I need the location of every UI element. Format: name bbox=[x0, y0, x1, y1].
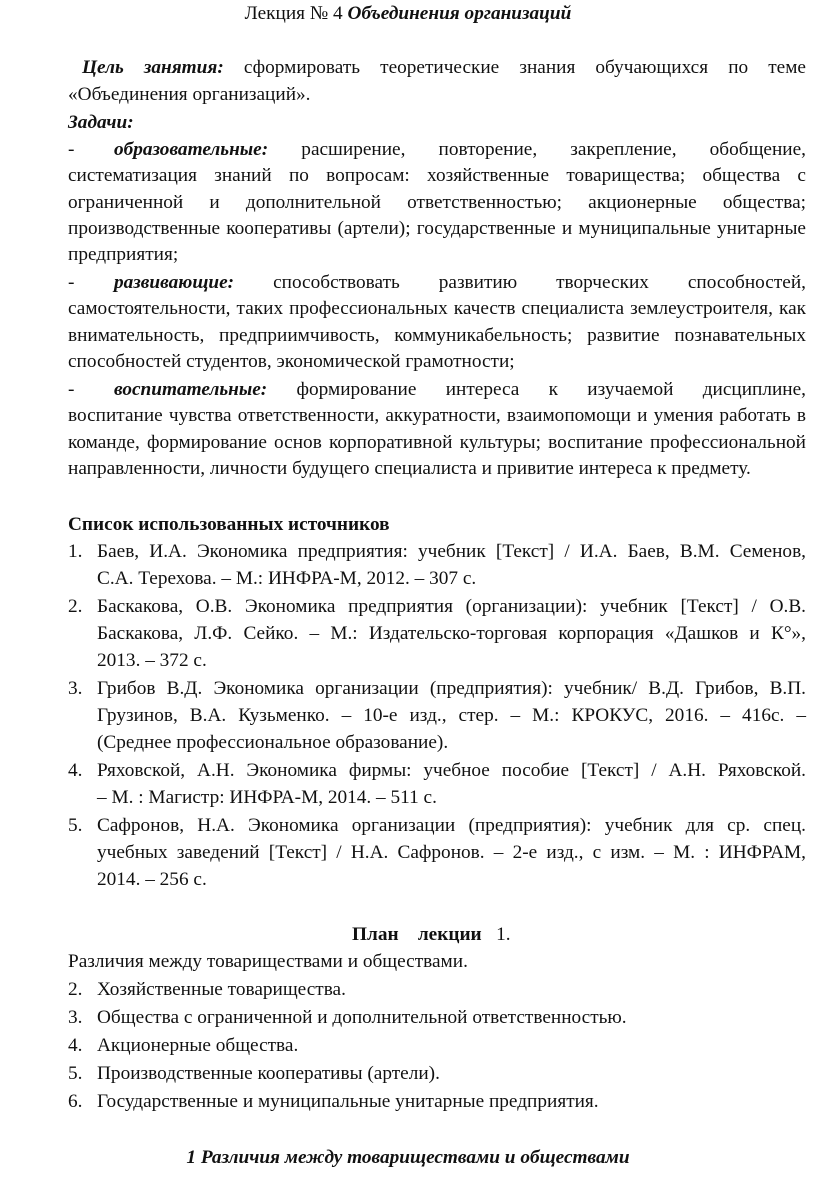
source-2-num: 2. bbox=[68, 596, 83, 617]
task-upb-line-2: воспитание чувства ответственности, аккуратности, взаимопомощи и умения работать в bbox=[68, 405, 806, 426]
plan-item-5-num: 5. bbox=[68, 1063, 83, 1084]
task-upb-line-1 bbox=[68, 377, 806, 403]
plan-item-3-num: 3. bbox=[68, 1007, 83, 1028]
plan-item-1-num: 1. bbox=[496, 924, 511, 945]
source-1-num: 1. bbox=[68, 541, 83, 562]
plan-item-5-text: Производственные кооперативы (артели). bbox=[97, 1063, 440, 1084]
plan-heading: План лекции bbox=[352, 924, 482, 945]
plan-item-2-text: Хозяйственные товарищества. bbox=[97, 979, 346, 1000]
task-upb-line-4: направленности, личности будущего специалиста и привитие интереса к предмету. bbox=[68, 458, 751, 479]
task-upb-text: формирование интереса к изучаемой дисциплине, bbox=[296, 379, 807, 400]
task-upb-line-3: команде, формирование основ корпоративной культуры; воспитание профессиональной bbox=[68, 432, 806, 453]
task-dev-line-2: самостоятельности, таких профессиональных качеств специалиста землеустроителя, как bbox=[68, 298, 806, 319]
plan-item-6-text: Государственные и муниципальные унитарные предприятия. bbox=[97, 1091, 599, 1112]
plan-item-2-num: 2. bbox=[68, 979, 83, 1000]
bullet-dash: - bbox=[68, 139, 75, 160]
bullet-dash: - bbox=[68, 272, 75, 293]
source-3-line-1: Грибов В.Д. Экономика организации (предприятия): учебник/ В.Д. Грибов, В.П. bbox=[97, 678, 806, 699]
source-4-line-1: Ряховской, А.Н. Экономика фирмы: учебное пособие [Текст] / А.Н. Ряховской. bbox=[97, 760, 806, 781]
task-dev-line-3: внимательность, предприимчивость, коммуникабельность; развитие познавательных bbox=[68, 325, 806, 346]
bullet-dash: - bbox=[68, 379, 75, 400]
source-2-line-1: Баскакова, О.В. Экономика предприятия (организации): учебник [Текст] / О.В. bbox=[97, 596, 806, 617]
task-dev-line-4: способностей студентов, экономической грамотности; bbox=[68, 351, 515, 372]
source-2-line-2: Баскакова, Л.Ф. Сейко. – М.: Издательско-торговая корпорация «Дашков и К°», bbox=[97, 623, 806, 644]
lecture-title-topic: Объединения организаций bbox=[347, 3, 572, 24]
plan-item-4-text: Акционерные общества. bbox=[97, 1035, 299, 1056]
task-edu-line-2: систематизация знаний по вопросам: хозяйственные товарищества; общества с bbox=[68, 165, 806, 186]
source-4-line-2: – М. : Магистр: ИНФРА-М, 2014. – 511 с. bbox=[97, 787, 437, 808]
source-1-line-2: С.А. Терехова. – М.: ИНФРА-М, 2012. – 307 с. bbox=[97, 568, 477, 589]
task-dev-text: способствовать развитию творческих способностей, bbox=[273, 272, 806, 293]
source-3-line-2: Грузинов, В.А. Кузьменко. – 10-е изд., стер. – М.: КРОКУС, 2016. – 416с. – bbox=[97, 705, 806, 726]
source-5-line-1: Сафронов, Н.А. Экономика организации (предприятия): учебник для ср. спец. bbox=[97, 815, 806, 836]
tasks-label: Задачи: bbox=[68, 112, 134, 133]
task-edu-text: расширение, повторение, закрепление, обобщение, bbox=[301, 139, 806, 160]
source-4-num: 4. bbox=[68, 760, 83, 781]
plan-item-3-text: Общества с ограниченной и дополнительной ответственностью. bbox=[97, 1007, 627, 1028]
source-3-line-3: (Среднее профессиональное образование). bbox=[97, 732, 449, 753]
task-upb-label: воспитательные: bbox=[114, 379, 268, 400]
sources-heading: Список использованных источников bbox=[68, 514, 390, 535]
goal-line-1 bbox=[82, 55, 806, 81]
task-edu-label: образовательные: bbox=[114, 139, 269, 160]
goal-text: сформировать теоретические знания обучающихся по теме bbox=[243, 57, 806, 78]
task-edu-line-3: ограниченной и дополнительной ответственностью; акционерные общества; bbox=[68, 192, 806, 213]
plan-heading-line bbox=[352, 922, 652, 948]
plan-item-6-num: 6. bbox=[68, 1091, 83, 1112]
goal-line-2: «Объединения организаций». bbox=[68, 84, 311, 105]
task-edu-line-4: производственные кооперативы (артели); государственные и муниципальные унитарные bbox=[68, 218, 806, 239]
task-edu-line-1 bbox=[68, 137, 806, 163]
goal-label: Цель занятия: bbox=[82, 57, 224, 78]
lecture-title bbox=[0, 1, 816, 27]
source-2-line-3: 2013. – 372 с. bbox=[97, 650, 207, 671]
source-5-num: 5. bbox=[68, 815, 83, 836]
source-1-line-1: Баев, И.А. Экономика предприятия: учебник [Текст] / И.А. Баев, В.М. Семенов, bbox=[97, 541, 806, 562]
source-5-line-3: 2014. – 256 с. bbox=[97, 869, 207, 890]
task-dev-label: развивающие: bbox=[114, 272, 235, 293]
plan-item-1-text: Различия между товариществами и обществами. bbox=[68, 951, 468, 972]
lecture-title-prefix: Лекция № 4 bbox=[244, 3, 348, 24]
task-edu-line-5: предприятия; bbox=[68, 244, 179, 265]
section-1-heading: 1 Различия между товариществами и обществами bbox=[186, 1147, 630, 1168]
task-dev-line-1 bbox=[68, 270, 806, 296]
source-5-line-2: учебных заведений [Текст] / Н.А. Сафронов. – 2-е изд., с изм. – М. : ИНФРАМ, bbox=[97, 842, 806, 863]
source-3-num: 3. bbox=[68, 678, 83, 699]
plan-item-4-num: 4. bbox=[68, 1035, 83, 1056]
